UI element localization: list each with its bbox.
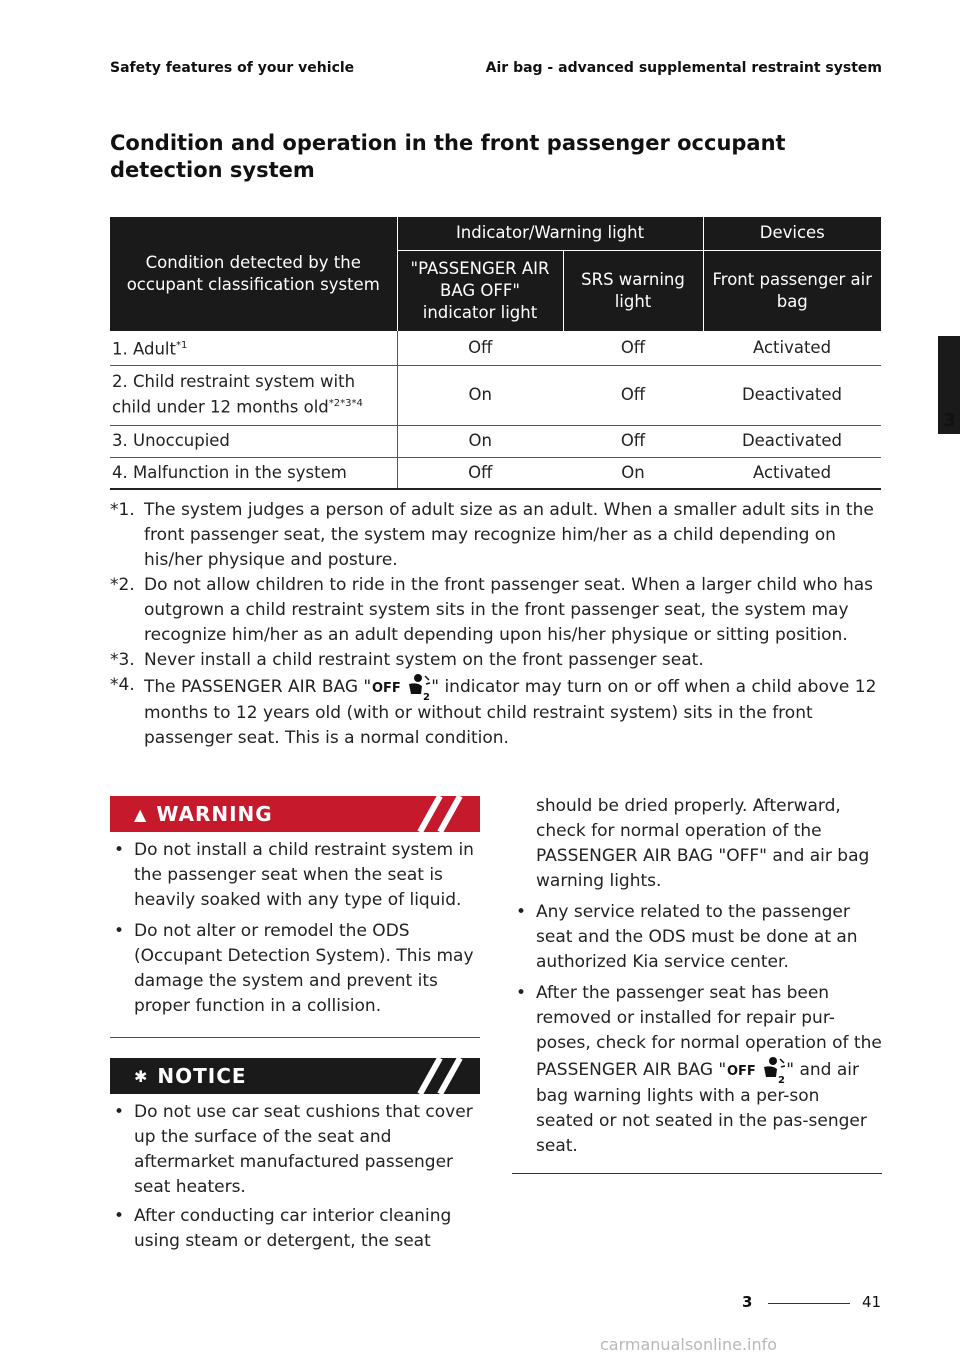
row-indicator: Off: [397, 457, 563, 489]
row-indicator: Off: [397, 331, 563, 365]
condition-table: [110, 217, 881, 490]
footnote-text: The system judges a person of adult size as an adult. When a smaller adult sits in the front passenger seat, the system may recognize him/her as a child depending on his/her physique and posture.: [144, 500, 874, 570]
row-srs: On: [563, 457, 703, 489]
divider: [512, 1173, 882, 1174]
notice-continuation: should be dried properly. Afterward, check for normal operation of the PASSENGER AIR BAG "OFF" and air bag warning lights.: [536, 796, 870, 891]
notice-list: [110, 1100, 480, 1254]
icon-seat-number: 2: [423, 692, 431, 701]
footnote: [110, 573, 880, 648]
footnotes: [110, 498, 880, 751]
row-srs: Off: [563, 331, 703, 365]
page-number: 41: [862, 1293, 882, 1311]
page-title: Condition and operation in the front passenger occupant detection system: [110, 131, 786, 182]
list-item: • After the passenger seat has been removed or installed for repair pur-poses, check for normal operation of the PASSENGER AIR BAG " OFF 2 " and air bag warning lights with a per-son seated or not seated in the pas-senger seat.: [512, 981, 882, 1159]
watermark: carmanualsonline.info: [600, 1335, 778, 1354]
row-bag: Activated: [703, 457, 881, 489]
passenger-airbag-off-icon: [371, 673, 431, 701]
notice-label: NOTICE: [157, 1063, 247, 1088]
running-header-topic: Air bag - advanced supplemental restraint system: [485, 60, 882, 76]
table-row: [110, 365, 881, 425]
list-item: • Do not use car seat cushions that cover up the surface of the seat and aftermarket manufactured passenger seat heaters.: [110, 1100, 480, 1200]
header-front-bag: Front passenger air bag: [703, 250, 881, 331]
left-column: [110, 796, 480, 1254]
notice-banner: [110, 1058, 480, 1094]
table-row: [110, 457, 881, 489]
notice-asterisk-icon: ✱: [134, 1066, 148, 1086]
divider: [110, 1037, 480, 1038]
warning-triangle-icon: ▲: [134, 804, 147, 824]
table-row: [110, 425, 881, 457]
icon-off-text: OFF: [372, 681, 402, 696]
row-bag: Deactivated: [703, 365, 881, 425]
header-srs-light: SRS warning light: [563, 250, 703, 331]
header-passenger-off-light: "PASSENGER AIR BAG OFF" indicator light: [397, 250, 563, 331]
double-slash-icon: [414, 1058, 474, 1094]
warning-banner: [110, 796, 480, 832]
passenger-airbag-off-icon: [726, 1056, 786, 1084]
row-bag: Activated: [703, 331, 881, 365]
footer-rule: [768, 1303, 850, 1304]
row-indicator: On: [397, 425, 563, 457]
footnote: [110, 498, 880, 573]
footnote-text: Never install a child restraint system on the front passenger seat.: [144, 650, 704, 670]
row-condition: 1. Adult$^{*1}$: [110, 331, 397, 365]
icon-seat-number: 2: [778, 1075, 786, 1084]
row-condition: 2. Child restraint system with child under 12 months old$^{*2*3*4}$: [110, 365, 397, 425]
chapter-number: 3: [742, 1293, 753, 1311]
warning-list: [110, 838, 480, 1019]
header-indicator: Indicator/Warning light: [397, 217, 703, 250]
notice-list-continued: [512, 900, 882, 1159]
chapter-tab-number: 3: [943, 410, 956, 431]
double-slash-icon: [414, 796, 474, 832]
row-indicator: On: [397, 365, 563, 425]
header-devices: Devices: [703, 217, 881, 250]
list-item: • Do not install a child restraint system in the passenger seat when the seat is heavily soaked with any type of liquid.: [110, 838, 480, 913]
row-bag: Deactivated: [703, 425, 881, 457]
table-row: [110, 331, 881, 365]
header-condition: Condition detected by the occupant classification system: [110, 217, 397, 331]
icon-off-text: OFF: [727, 1064, 757, 1079]
warning-label: WARNING: [156, 801, 273, 826]
footnote-mark: *1.: [110, 500, 135, 520]
row-condition: 4. Malfunction in the system: [110, 457, 397, 489]
row-srs: Off: [563, 365, 703, 425]
list-item: • Do not alter or remodel the ODS (Occupant Detection System). This may damage the system and prevent its proper function in a collision.: [110, 919, 480, 1019]
list-item: • Any service related to the passenger seat and the ODS must be done at an authorized Kia service center.: [512, 900, 882, 975]
row-srs: Off: [563, 425, 703, 457]
footnote-mark: *4.: [110, 675, 135, 695]
footnote: [110, 673, 880, 751]
footnote-text: The PASSENGER AIR BAG " OFF 2 " indicator may turn on or off when a child above 12 months to 12 years old (with or without child restraint system) sits in the front passenger seat. This is a normal condition.: [144, 673, 880, 751]
list-item: • After conducting car interior cleaning using steam or detergent, the seat: [110, 1204, 480, 1254]
footnote-mark: *3.: [110, 650, 135, 670]
footnote-text: Do not allow children to ride in the front passenger seat. When a larger child who has outgrown a child restraint system sits in the front passenger seat, the system may recognize him/her as an adult depending upon his/her physique or sitting position.: [144, 575, 874, 645]
row-condition: 3. Unoccupied: [110, 425, 397, 457]
footnote-mark: *2.: [110, 575, 135, 595]
running-header-section: Safety features of your vehicle: [110, 60, 355, 76]
footnote: [110, 648, 880, 673]
right-column: [512, 794, 882, 1174]
